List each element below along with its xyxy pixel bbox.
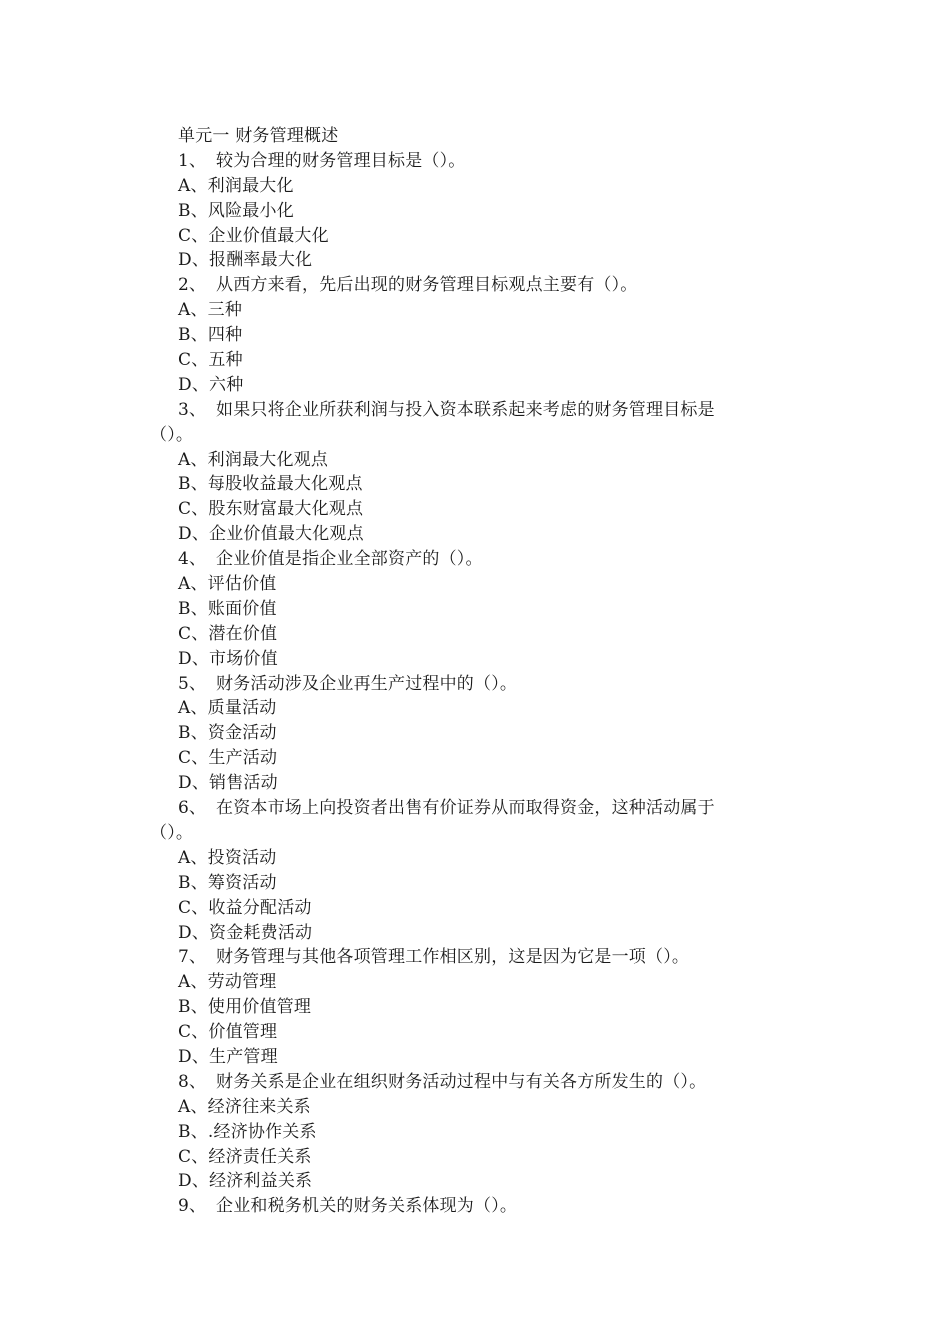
question-stem: [150, 672, 780, 697]
question-block: [150, 149, 780, 273]
answer-option: D、资金耗费活动: [178, 922, 313, 943]
question-text: 如果只将企业所获利润与投入资本联系起来考虑的财务管理目标是: [216, 399, 715, 420]
question-number: 4、: [178, 549, 207, 570]
answer-option: B、四种: [178, 325, 243, 346]
answer-option: C、股东财富最大化观点: [178, 499, 364, 520]
answer-option: A、评估价值: [178, 574, 277, 595]
question-stem: [150, 547, 780, 572]
answer-option: D、经济利益关系: [178, 1171, 313, 1192]
question-number: 1、: [178, 150, 207, 171]
question-stem: [150, 273, 780, 298]
question-text: 财务关系是企业在组织财务活动过程中与有关各方所发生的（）。: [216, 1071, 707, 1092]
question-text: 在资本市场上向投资者出售有价证券从而取得资金，这种活动属于: [216, 798, 715, 819]
answer-option: C、企业价值最大化: [178, 225, 329, 246]
question-number: 6、: [178, 798, 207, 819]
answer-option: D、市场价值: [178, 648, 278, 669]
answer-option: A、三种: [178, 300, 243, 321]
answer-option: D、销售活动: [178, 773, 278, 794]
question-text: 较为合理的财务管理目标是（）。: [216, 150, 466, 171]
question-block: [150, 1194, 780, 1219]
answer-option: B、资金活动: [178, 723, 277, 744]
question-stem: [150, 945, 780, 970]
question-stem: [150, 1194, 780, 1219]
document-body: [150, 124, 780, 1219]
answer-option: A、劳动管理: [178, 972, 277, 993]
question-text: 企业价值是指企业全部资产的（）。: [216, 549, 483, 570]
question-number: 5、: [178, 673, 207, 694]
answer-option: C、五种: [178, 350, 243, 371]
question-block: [150, 945, 780, 1069]
unit-title: 单元一 财务管理概述: [178, 126, 339, 146]
question-number: 3、: [178, 399, 207, 420]
question-block: [150, 547, 780, 671]
answer-option: A、质量活动: [178, 698, 277, 719]
question-stem: [150, 796, 780, 821]
question-text: 财务管理与其他各项管理工作相区别，这是因为它是一项（）。: [216, 947, 690, 968]
question-block: [150, 672, 780, 796]
question-text-continuation: （）。: [150, 822, 194, 843]
answer-option: B、筹资活动: [178, 872, 277, 893]
answer-option: A、经济往来关系: [178, 1096, 311, 1117]
answer-option: C、经济责任关系: [178, 1146, 312, 1167]
answer-option: B、.经济协作关系: [178, 1121, 317, 1142]
question-stem: [150, 149, 780, 174]
question-text-continuation: （）。: [150, 424, 194, 445]
question-block: [150, 273, 780, 397]
answer-option: D、生产管理: [178, 1046, 278, 1067]
answer-option: D、六种: [178, 374, 244, 395]
question-number: 8、: [178, 1071, 207, 1092]
answer-option: C、收益分配活动: [178, 897, 312, 918]
answer-option: D、报酬率最大化: [178, 250, 313, 271]
question-number: 2、: [178, 275, 207, 296]
answer-option: D、企业价值最大化观点: [178, 524, 364, 545]
answer-option: A、利润最大化观点: [178, 449, 329, 470]
question-stem: [150, 398, 780, 423]
question-text: 财务活动涉及企业再生产过程中的（）。: [216, 673, 518, 694]
question-number: 7、: [178, 947, 207, 968]
question-stem: [150, 1070, 780, 1095]
question-list: [150, 149, 780, 1219]
answer-option: B、使用价值管理: [178, 997, 312, 1018]
question-text: 企业和税务机关的财务关系体现为（）。: [216, 1196, 518, 1217]
answer-option: C、潜在价值: [178, 623, 278, 644]
question-text: 从西方来看，先后出现的财务管理目标观点主要有（）。: [216, 275, 638, 296]
answer-option: A、利润最大化: [178, 175, 294, 196]
question-number: 9、: [178, 1196, 207, 1217]
question-block: [150, 1070, 780, 1194]
answer-option: B、风险最小化: [178, 200, 294, 221]
question-block: [150, 398, 780, 547]
answer-option: B、每股收益最大化观点: [178, 474, 363, 495]
answer-option: B、账面价值: [178, 598, 277, 619]
answer-option: C、生产活动: [178, 748, 278, 769]
question-block: [150, 796, 780, 945]
answer-option: A、投资活动: [178, 847, 277, 868]
answer-option: C、价值管理: [178, 1022, 278, 1043]
